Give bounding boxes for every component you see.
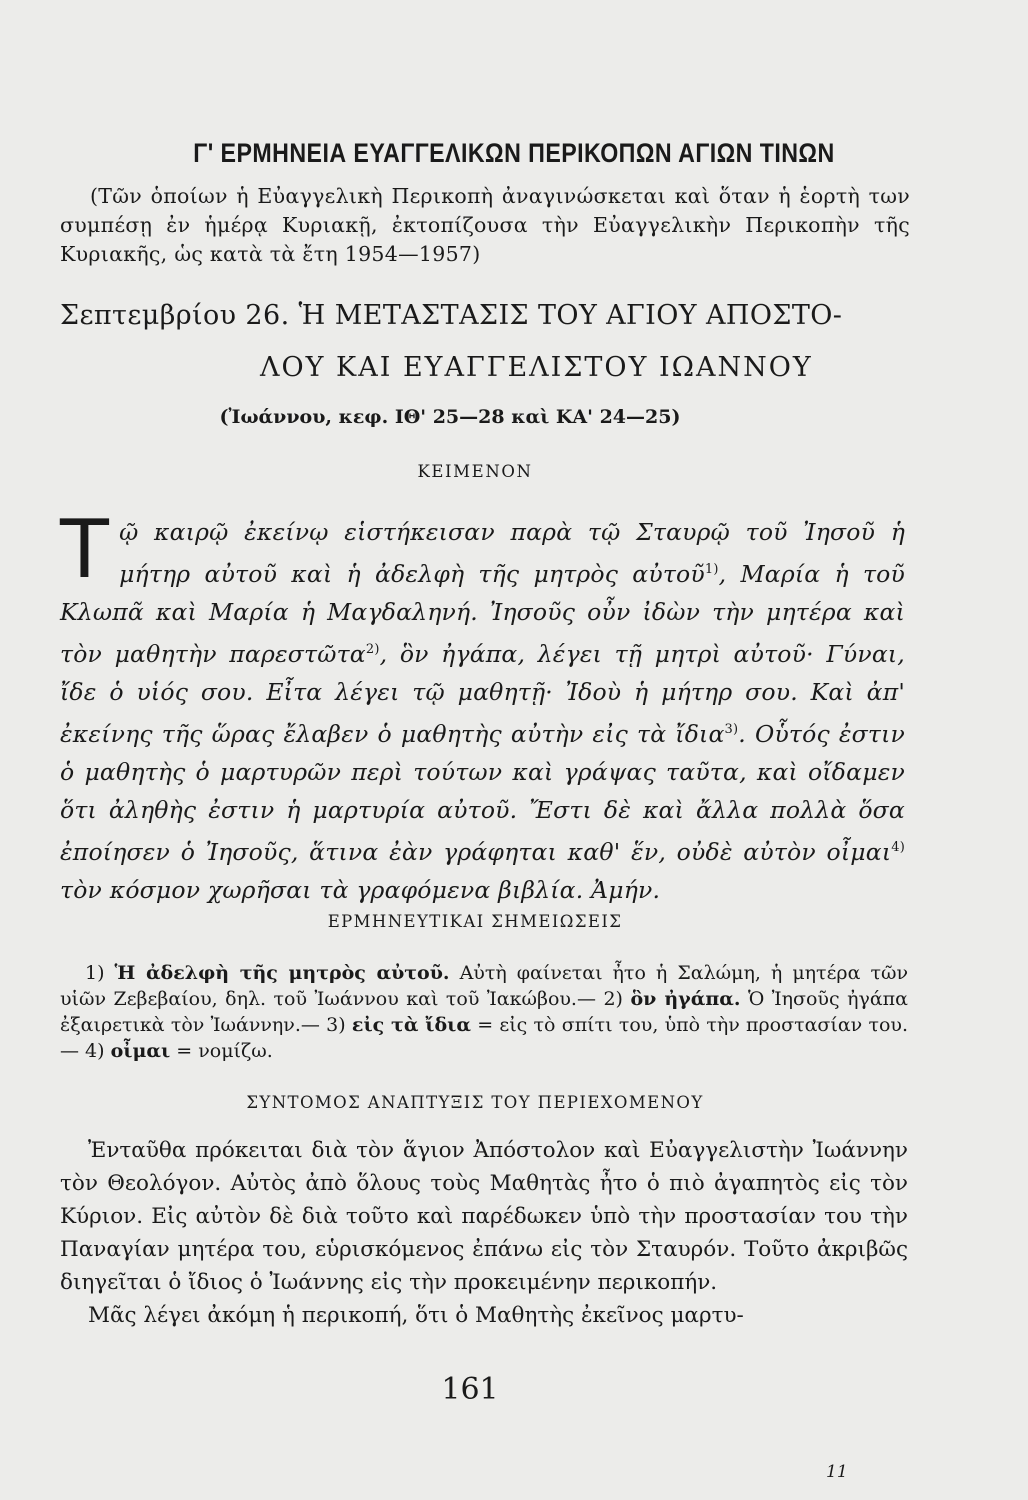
note-1-text: Αὐτὴ φαίνεται ἦτο ἡ Σαλώμη, ἡ μητέρα τῶν υἱῶν Ζεβεβαίου, δηλ. τοῦ Ἰωάννου καὶ τοῦ Ἰακώβου.— [60, 962, 908, 1010]
footnote-ref-1: 1) [704, 562, 719, 577]
text-heading: ΚΕΙΜΕΝΟΝ [417, 462, 533, 481]
note-2-number: 2) [603, 988, 623, 1010]
note-3-number: 3) [326, 1014, 346, 1036]
drop-cap: Τ [60, 503, 110, 596]
title-line-1: Σεπτεμβρίου 26. Ἡ ΜΕΤΑΣΤΑΣΙΣ ΤΟΥ ΑΓΙΟΥ ΑΠΟΣΤΟ- [60, 300, 843, 331]
note-4-number: 4) [85, 1040, 105, 1062]
footnote-ref-3: 3) [724, 722, 739, 737]
note-2-text: Ὁ Ἰησοῦς ἠγάπα ἐξαιρετικὰ τὸν Ἰωάννην.— [60, 988, 908, 1036]
page-number: 161 [441, 1372, 499, 1407]
footnote-ref-4: 4) [891, 840, 905, 855]
section-header: Γ' ΕΡΜΗΝΕΙΑ ΕΥΑΓΓΕΛΙΚΩΝ ΠΕΡΙΚΟΠΩΝ ΑΓΙΩΝ ΤΙΝΩΝ [193, 138, 835, 168]
scripture-part-2: , Μαρία ἡ τοῦ Κλωπᾶ καὶ Μαρία ἡ Μαγδαληνή. Ἰησοῦς οὖν ἰδὼν τὴν μητέρα καὶ τὸν μαθητὴν παρεστῶτα [60, 560, 905, 668]
summary-paragraph-2: Μᾶς λέγει ἀκόμη ἡ περικοπή, ὅτι ὁ Μαθητὴς ἐκεῖνος μαρτυ- [88, 1303, 744, 1328]
summary-paragraph-1: Ἐνταῦθα πρόκειται διὰ τὸν ἅγιον Ἀπόστολον καὶ Εὐαγγελιστὴν Ἰωάννην τὸν Θεολόγον. Αὐτὸς ἀπὸ ὅλους τοὺς Μαθητὰς ἦτο ὁ πιὸ ἀγαπητὸς εἰς τὸν Κύριον. Εἰς αὐτὸν δὲ διὰ τοῦτο καὶ παρέδωκεν ὑπὸ τὴν προστασίαν του τὴν Παναγίαν μητέρα του, εὑρισκόμενος ἐπάνω εἰς τὸν Σταυρόν. Τοῦτο ἀκριβῶς διηγεῖται ὁ ἴδιος ὁ Ἰωάννης εἰς τὴν προκειμένην περικοπήν. [60, 1138, 908, 1295]
summary-heading: ΣΥΝΤΟΜΟΣ ΑΝΑΠΤΥΞΙΣ ΤΟΥ ΠΕΡΙΕΧΟΜΕΝΟΥ [246, 1093, 704, 1112]
summary-text [60, 1134, 908, 1332]
note-3-term: εἰς τὰ ἴδια [351, 1014, 471, 1036]
footnote-ref-2: 2) [365, 642, 380, 657]
notes-paragraph [60, 960, 908, 1064]
scripture-part-5: τὸν κόσμον χωρῆσαι τὰ γραφόμενα βιβλία. Ἀμήν. [60, 876, 661, 904]
note-1-number: 1) [85, 962, 105, 984]
scripture-part-4: . Οὗτός ἐστιν ὁ μαθητὴς ὁ μαρτυρῶν περὶ τούτων καὶ γράψας ταῦτα, καὶ οἴδαμεν ὅτι ἀληθὴς ἐστιν ἡ μαρτυρία αὐτοῦ. Ἔστι δὲ καὶ ἄλλα πολλὰ ὅσα ἐποίησεν ὁ Ἰησοῦς, ἅτινα ἐὰν γράφηται καθ' ἕν, οὐδὲ αὐτὸν οἶμαι [60, 720, 905, 866]
sheet-number: 11 [826, 1462, 848, 1482]
note-2-term: ὃν ἠγάπα. [630, 988, 741, 1010]
note-4-term: οἶμαι [110, 1040, 171, 1062]
title-line-2: ΛΟΥ ΚΑΙ ΕΥΑΓΓΕΛΙΣΤΟΥ ΙΩΑΝΝΟΥ [260, 352, 813, 383]
scripture-part-3: , ὃν ἠγάπα, λέγει τῇ μητρὶ αὐτοῦ· Γύναι, ἴδε ὁ υἱός σου. Εἶτα λέγει τῷ μαθητῇ· Ἰδοὺ ἡ μήτηρ σου. Καὶ ἀπ' ἐκείνης τῆς ὥρας ἔλαβεν ὁ μαθητὴς αὐτὴν εἰς τὰ ἴδια [60, 640, 905, 748]
note-3-text: = εἰς τὸ σπίτι του, ὑπὸ τὴν προστασίαν του.— [60, 1014, 909, 1062]
note-1-term: Ἡ ἀδελφὴ τῆς μητρὸς αὐτοῦ. [114, 962, 450, 984]
note-4-text: = νομίζω. [176, 1040, 273, 1062]
scripture-reference: (Ἰωάννου, κεφ. ΙΘ' 25—28 καὶ ΚΑ' 24—25) [219, 406, 681, 428]
intro-paragraph: (Τῶν ὁποίων ἡ Εὐαγγελικὴ Περικοπὴ ἀναγινώσκεται καὶ ὅταν ἡ ἑορτὴ των συμπέσῃ ἐν ἡμέρᾳ Κυριακῇ, ἐκτοπίζουσα τὴν Εὐαγγελικὴν Περικοπὴν τῆς Κυριακῆς, ὡς κατὰ τὰ ἔτη 1954—1957) [60, 184, 910, 266]
notes-heading: ΕΡΜΗΝΕΥΤΙΚΑΙ ΣΗΜΕΙΩΣΕΙΣ [327, 912, 623, 931]
scripture-text [60, 503, 905, 909]
scripture-part-1: ῷ καιρῷ ἐκείνῳ εἱστήκεισαν παρὰ τῷ Σταυρῷ τοῦ Ἰησοῦ ἡ μήτηρ αὐτοῦ καὶ ἡ ἀδελφὴ τῆς μητρὸς αὐτοῦ [119, 518, 905, 588]
